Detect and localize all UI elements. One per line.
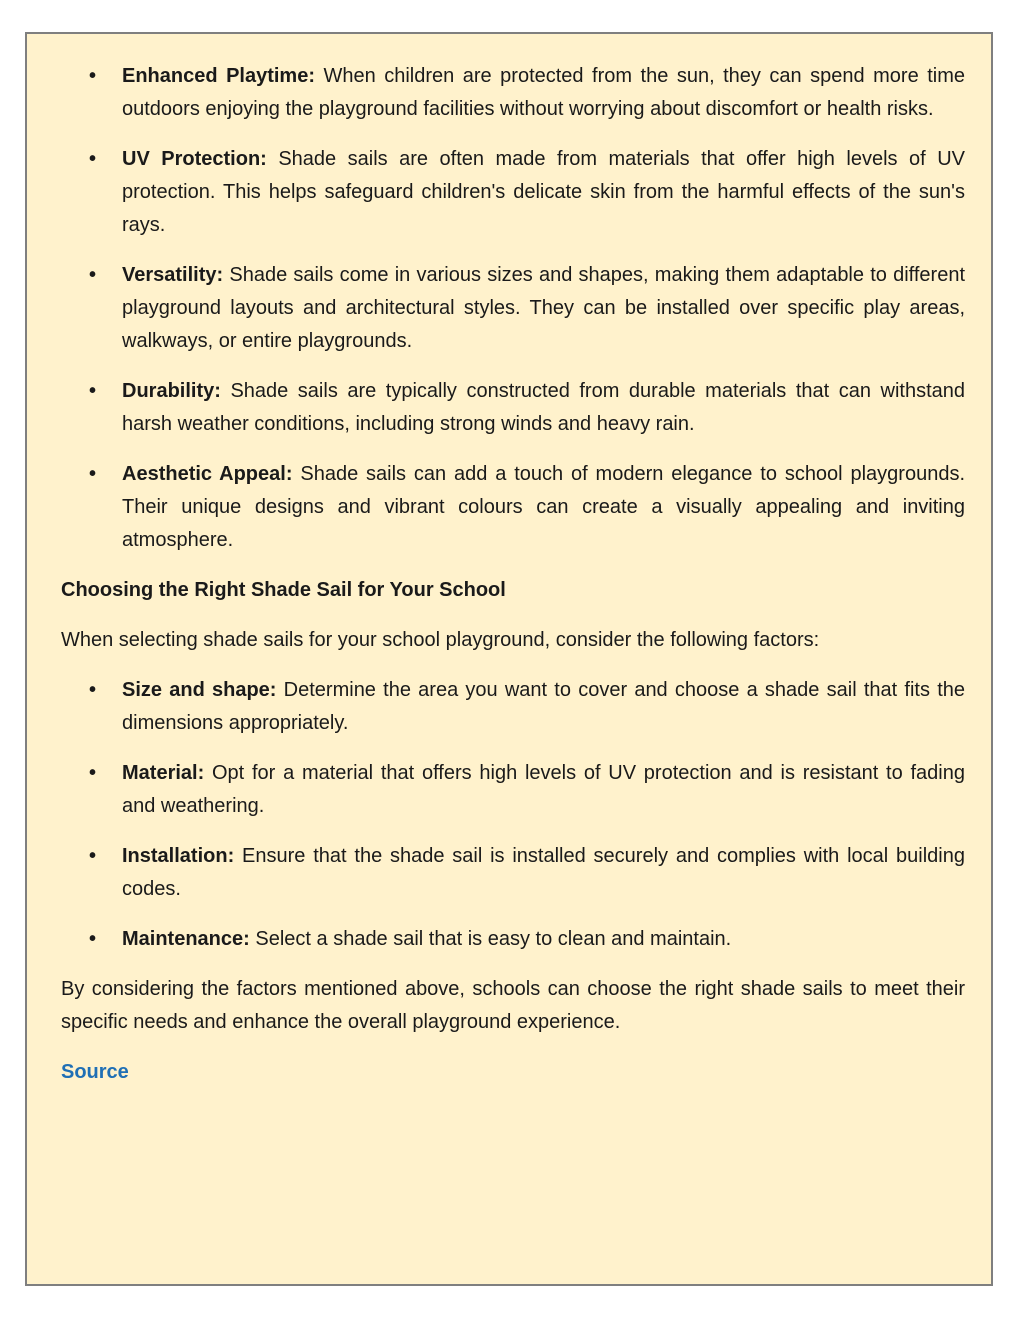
factors-list [61,674,965,956]
bullet-icon: • [89,463,97,485]
list-item [61,674,965,740]
list-item-term: Installation: [122,845,235,867]
list-item-text: When children are protected from the sun, they can spend more time outdoors enjoying the playground facilities without worrying about discomfort or health risks. [122,65,965,120]
list-item [61,259,965,358]
bullet-icon: • [89,65,97,87]
list-item [61,757,965,823]
bullet-icon: • [89,264,97,286]
list-item-text: Select a shade sail that is easy to clean and maintain. [249,928,732,950]
list-item [61,840,965,906]
list-item-term: Material: [122,762,205,784]
list-item-text: Ensure that the shade sail is installed securely and complies with local building codes. [122,845,965,900]
list-item-term: Durability: [122,380,221,402]
bullet-icon: • [89,762,97,784]
list-item [61,458,965,557]
section-heading: Choosing the Right Shade Sail for Your School [61,579,506,601]
list-item-term: Maintenance: [122,928,250,950]
document-page [25,32,993,1286]
list-item-text: Opt for a material that offers high levels of UV protection and is resistant to fading and weathering. [122,762,965,817]
list-item-text: Shade sails come in various sizes and shapes, making them adaptable to different playground layouts and architectural styles. They can be installed over specific play areas, walkways, or entire playgrounds. [122,264,965,352]
list-item [61,143,965,242]
list-item-text: Shade sails are typically constructed from durable materials that can withstand harsh weather conditions, including strong winds and heavy rain. [122,380,965,435]
list-item-text: Shade sails can add a touch of modern elegance to school playgrounds. Their unique designs and vibrant colours can create a visually appealing and inviting atmosphere. [122,463,966,551]
intro-paragraph: When selecting shade sails for your school playground, consider the following factors: [61,629,820,651]
bullet-icon: • [89,380,97,402]
list-item-text: Shade sails are often made from materials that offer high levels of UV protection. This helps safeguard children's delicate skin from the harmful effects of the sun's rays. [122,148,965,236]
document-content [61,60,965,1089]
list-item-term: UV Protection: [122,148,267,170]
list-item-term: Versatility: [122,264,224,286]
list-item [61,375,965,441]
bullet-icon: • [89,148,97,170]
list-item [61,923,965,956]
list-item-term: Enhanced Playtime: [122,65,315,87]
list-item-text: Determine the area you want to cover and choose a shade sail that fits the dimensions appropriately. [122,679,965,734]
bullet-icon: • [89,679,97,701]
list-item-term: Aesthetic Appeal: [122,463,293,485]
conclusion-paragraph: By considering the factors mentioned above, schools can choose the right shade sails to meet their specific needs and enhance the overall playground experience. [61,978,965,1033]
list-item-term: Size and shape: [122,679,277,701]
benefits-list [61,60,965,557]
bullet-icon: • [89,845,97,867]
bullet-icon: • [89,928,97,950]
list-item [61,60,965,126]
source-link[interactable]: Source [61,1061,129,1083]
